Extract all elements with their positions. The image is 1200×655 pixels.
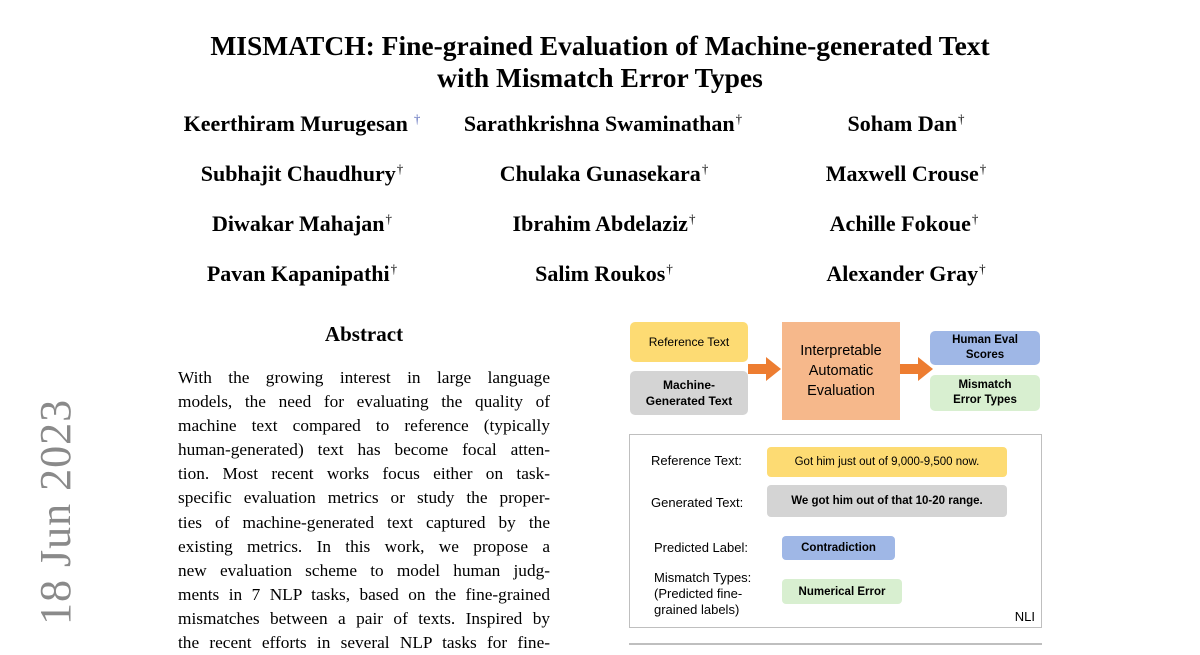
reference-text-box: Reference Text xyxy=(630,322,748,362)
author: Diwakar Mahajan† xyxy=(211,211,393,236)
reference-text-value: Got him just out of 9,000-9,500 now. xyxy=(767,447,1007,477)
author: Achille Fokoue† xyxy=(829,211,979,236)
abstract-line: specific evaluation metrics or study the proper- xyxy=(178,488,550,508)
generated-text-label: Generated Text: xyxy=(651,495,744,510)
mismatch-types-value: Numerical Error xyxy=(782,579,902,604)
generated-text-value: We got him out of that 10-20 range. xyxy=(767,485,1007,517)
abstract-line: ments in 7 NLP tasks, based on the fine-grained xyxy=(178,584,550,604)
arrow-right-icon xyxy=(900,356,934,382)
author: Alexander Gray† xyxy=(826,261,986,286)
abstract-line: models, the need for evaluating the quality of xyxy=(178,392,550,412)
reference-text-label: Reference Text: xyxy=(651,453,742,468)
abstract-line: mismatches between a pair of texts. Inspired by xyxy=(178,608,550,628)
interpretable-evaluation-box: Interpretable Automatic Evaluation xyxy=(782,322,900,420)
abstract-line: human-generated) text has become focal atten- xyxy=(178,440,550,460)
arxiv-date-stamp: 18 Jun 2023 xyxy=(31,398,80,625)
overview-figure xyxy=(620,318,1050,648)
mismatch-error-types-box: Mismatch Error Types xyxy=(930,375,1040,411)
machine-generated-text-box: Machine- Generated Text xyxy=(630,371,748,415)
paper-title xyxy=(100,30,1100,94)
abstract-line: ties of machine-generated text captured by the xyxy=(178,512,550,532)
abstract-line: With the growing interest in large language xyxy=(178,368,550,387)
abstract-body xyxy=(178,366,550,655)
title-line-2: with Mismatch Error Types xyxy=(437,62,763,93)
mismatch-types-label: Mismatch Types: (Predicted fine- grained labels) xyxy=(654,570,752,617)
abstract-line: existing metrics. In this work, we propose a xyxy=(178,536,550,556)
author: Sarathkrishna Swaminathan† xyxy=(463,111,743,136)
author: Subhajit Chaudhury† xyxy=(200,161,404,186)
author: Chulaka Gunasekara† xyxy=(499,161,709,186)
nli-example-panel xyxy=(629,434,1042,628)
nli-task-tag: NLI xyxy=(1014,609,1035,624)
arrow-right-icon xyxy=(748,356,782,382)
next-panel-border xyxy=(629,643,1042,645)
abstract-line: tion. Most recent works focus either on task- xyxy=(178,464,550,484)
predicted-label-value: Contradiction xyxy=(782,536,895,560)
author: Soham Dan† xyxy=(847,111,965,136)
abstract-line: new evaluation scheme to model human judg- xyxy=(178,560,550,580)
human-eval-scores-box: Human Eval Scores xyxy=(930,331,1040,365)
author: Keerthiram Murugesan † xyxy=(183,111,421,136)
abstract-line: the recent efforts in several NLP tasks for fine- xyxy=(178,633,550,653)
author: Maxwell Crouse† xyxy=(825,161,987,186)
abstract-line: machine text compared to reference (typically xyxy=(178,416,550,436)
predicted-label-label: Predicted Label: xyxy=(654,540,748,555)
author: Salim Roukos† xyxy=(535,261,673,286)
abstract-heading: Abstract xyxy=(324,322,404,346)
author: Pavan Kapanipathi† xyxy=(206,261,398,286)
author: Ibrahim Abdelaziz† xyxy=(512,211,696,236)
title-line-1: MISMATCH: Fine-grained Evaluation of Machine-generated Text xyxy=(210,30,990,61)
